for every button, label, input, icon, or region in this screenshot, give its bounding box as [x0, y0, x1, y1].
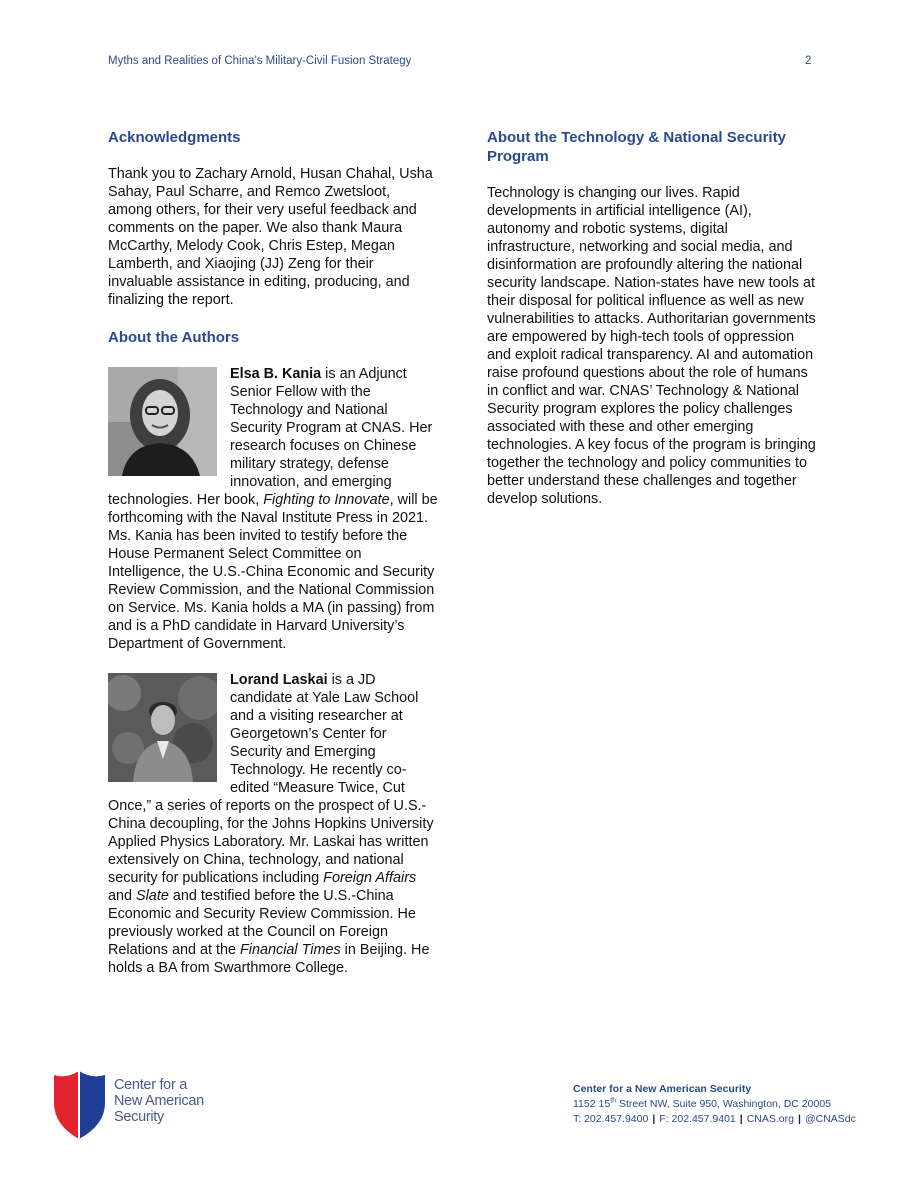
kania-photo [108, 367, 217, 476]
logo-wordmark: Center for a New American Security [114, 1077, 204, 1125]
authors-heading: About the Authors [108, 329, 240, 346]
publication-financial-times: Financial Times [240, 942, 341, 958]
cnas-logo [52, 1067, 212, 1142]
publication-foreign-affairs: Foreign Affairs [323, 870, 417, 886]
kania-name: Elsa B. Kania [230, 366, 322, 382]
program-heading: About the Technology & National Security Program [487, 129, 786, 165]
right-column [487, 128, 817, 508]
author-laskai [108, 671, 438, 977]
laskai-name: Lorand Laskai [230, 672, 328, 688]
left-column [108, 128, 438, 977]
footer-contact [573, 1082, 856, 1127]
cnas-shield-icon [52, 1067, 107, 1141]
footer-twitter-handle[interactable]: @CNASdc [804, 1113, 856, 1125]
kania-book-title: Fighting to Innovate [263, 492, 390, 508]
laskai-photo [108, 673, 217, 782]
footer-contact-line: T: 202.457.9400 | F: 202.457.9401 | CNAS.org | @CNASdc [573, 1113, 856, 1125]
footer-website-link[interactable]: CNAS.org [746, 1113, 794, 1125]
footer-phone: T: 202.457.9400 [573, 1113, 649, 1125]
publication-slate: Slate [136, 888, 169, 904]
author-kania [108, 365, 438, 653]
kania-bio: Elsa B. Kania is an Adjunct Senior Fellow with the Technology and National Security Program at CNAS. Her research focuses on Chinese military strategy, defense innovation, and emerging technologies. Her book, Fighting to Innovate, will be forthcoming with the Naval Institute Press in 2021. Ms. Kania has been invited to testify before the House Permanent Select Committee on Intelligence, the U.S.-China Economic and Security Review Commission, and the National Commission on Service. Ms. Kania holds a MA (in passing) from and is a PhD candidate in Harvard University’s Department of Government. [108, 366, 438, 652]
acknowledgments-heading: Acknowledgments [108, 129, 241, 146]
footer-org-name: Center for a New American Security [573, 1083, 752, 1095]
running-header-title: Myths and Realities of China’s Military-Civil Fusion Strategy [108, 55, 412, 67]
page-number: 2 [805, 55, 812, 67]
footer-fax: F: 202.457.9401 [659, 1113, 736, 1125]
acknowledgments-text: Thank you to Zachary Arnold, Husan Chahal, Usha Sahay, Paul Scharre, and Remco Zwetsloot, among others, for their very useful feedback and comments on the paper. We also thank Maura McCarthy, Melody Cook, Chris Estep, Megan Lamberth, and Xiaojing (JJ) Zeng for their invaluable assistance in editing, producing, and finalizing the report. [108, 166, 433, 308]
footer-address: 1152 15th Street NW, Suite 950, Washington, DC 20005 [573, 1097, 832, 1110]
program-text: Technology is changing our lives. Rapid developments in artificial intelligence (AI), autonomy and robotic systems, digital infrastructure, networking and social media, and disinformation are profoundly altering the national security landscape. Nation-states have new tools at their disposal for political influence as well as new vulnerabilities to attacks. Authoritarian governments are empowered by high-tech tools of oppression and exploit radical transparency. AI and automation raise profound questions about the role of humans in conflict and war. CNAS’ Technology & National Security program explores the policy challenges associated with these and other emerging technologies. A key focus of the program is bringing together the technology and policy communities to better understand these challenges and together develop solutions. [487, 185, 816, 507]
laskai-bio: Lorand Laskai is a JD candidate at Yale Law School and a visiting researcher at Georgetown’s Center for Security and Emerging Technology. He recently co-edited “Measure Twice, Cut Once,” a series of reports on the prospect of U.S.-China decoupling, for the Johns Hopkins University Applied Physics Laboratory. Mr. Laskai has written extensively on China, technology, and national security for publications including Foreign Affairs and Slate and testified before the U.S.-China Economic and Security Review Commission. He previously worked at the Council on Foreign Relations and at the Financial Times in Beijing. He holds a BA from Swarthmore College. [108, 672, 434, 976]
